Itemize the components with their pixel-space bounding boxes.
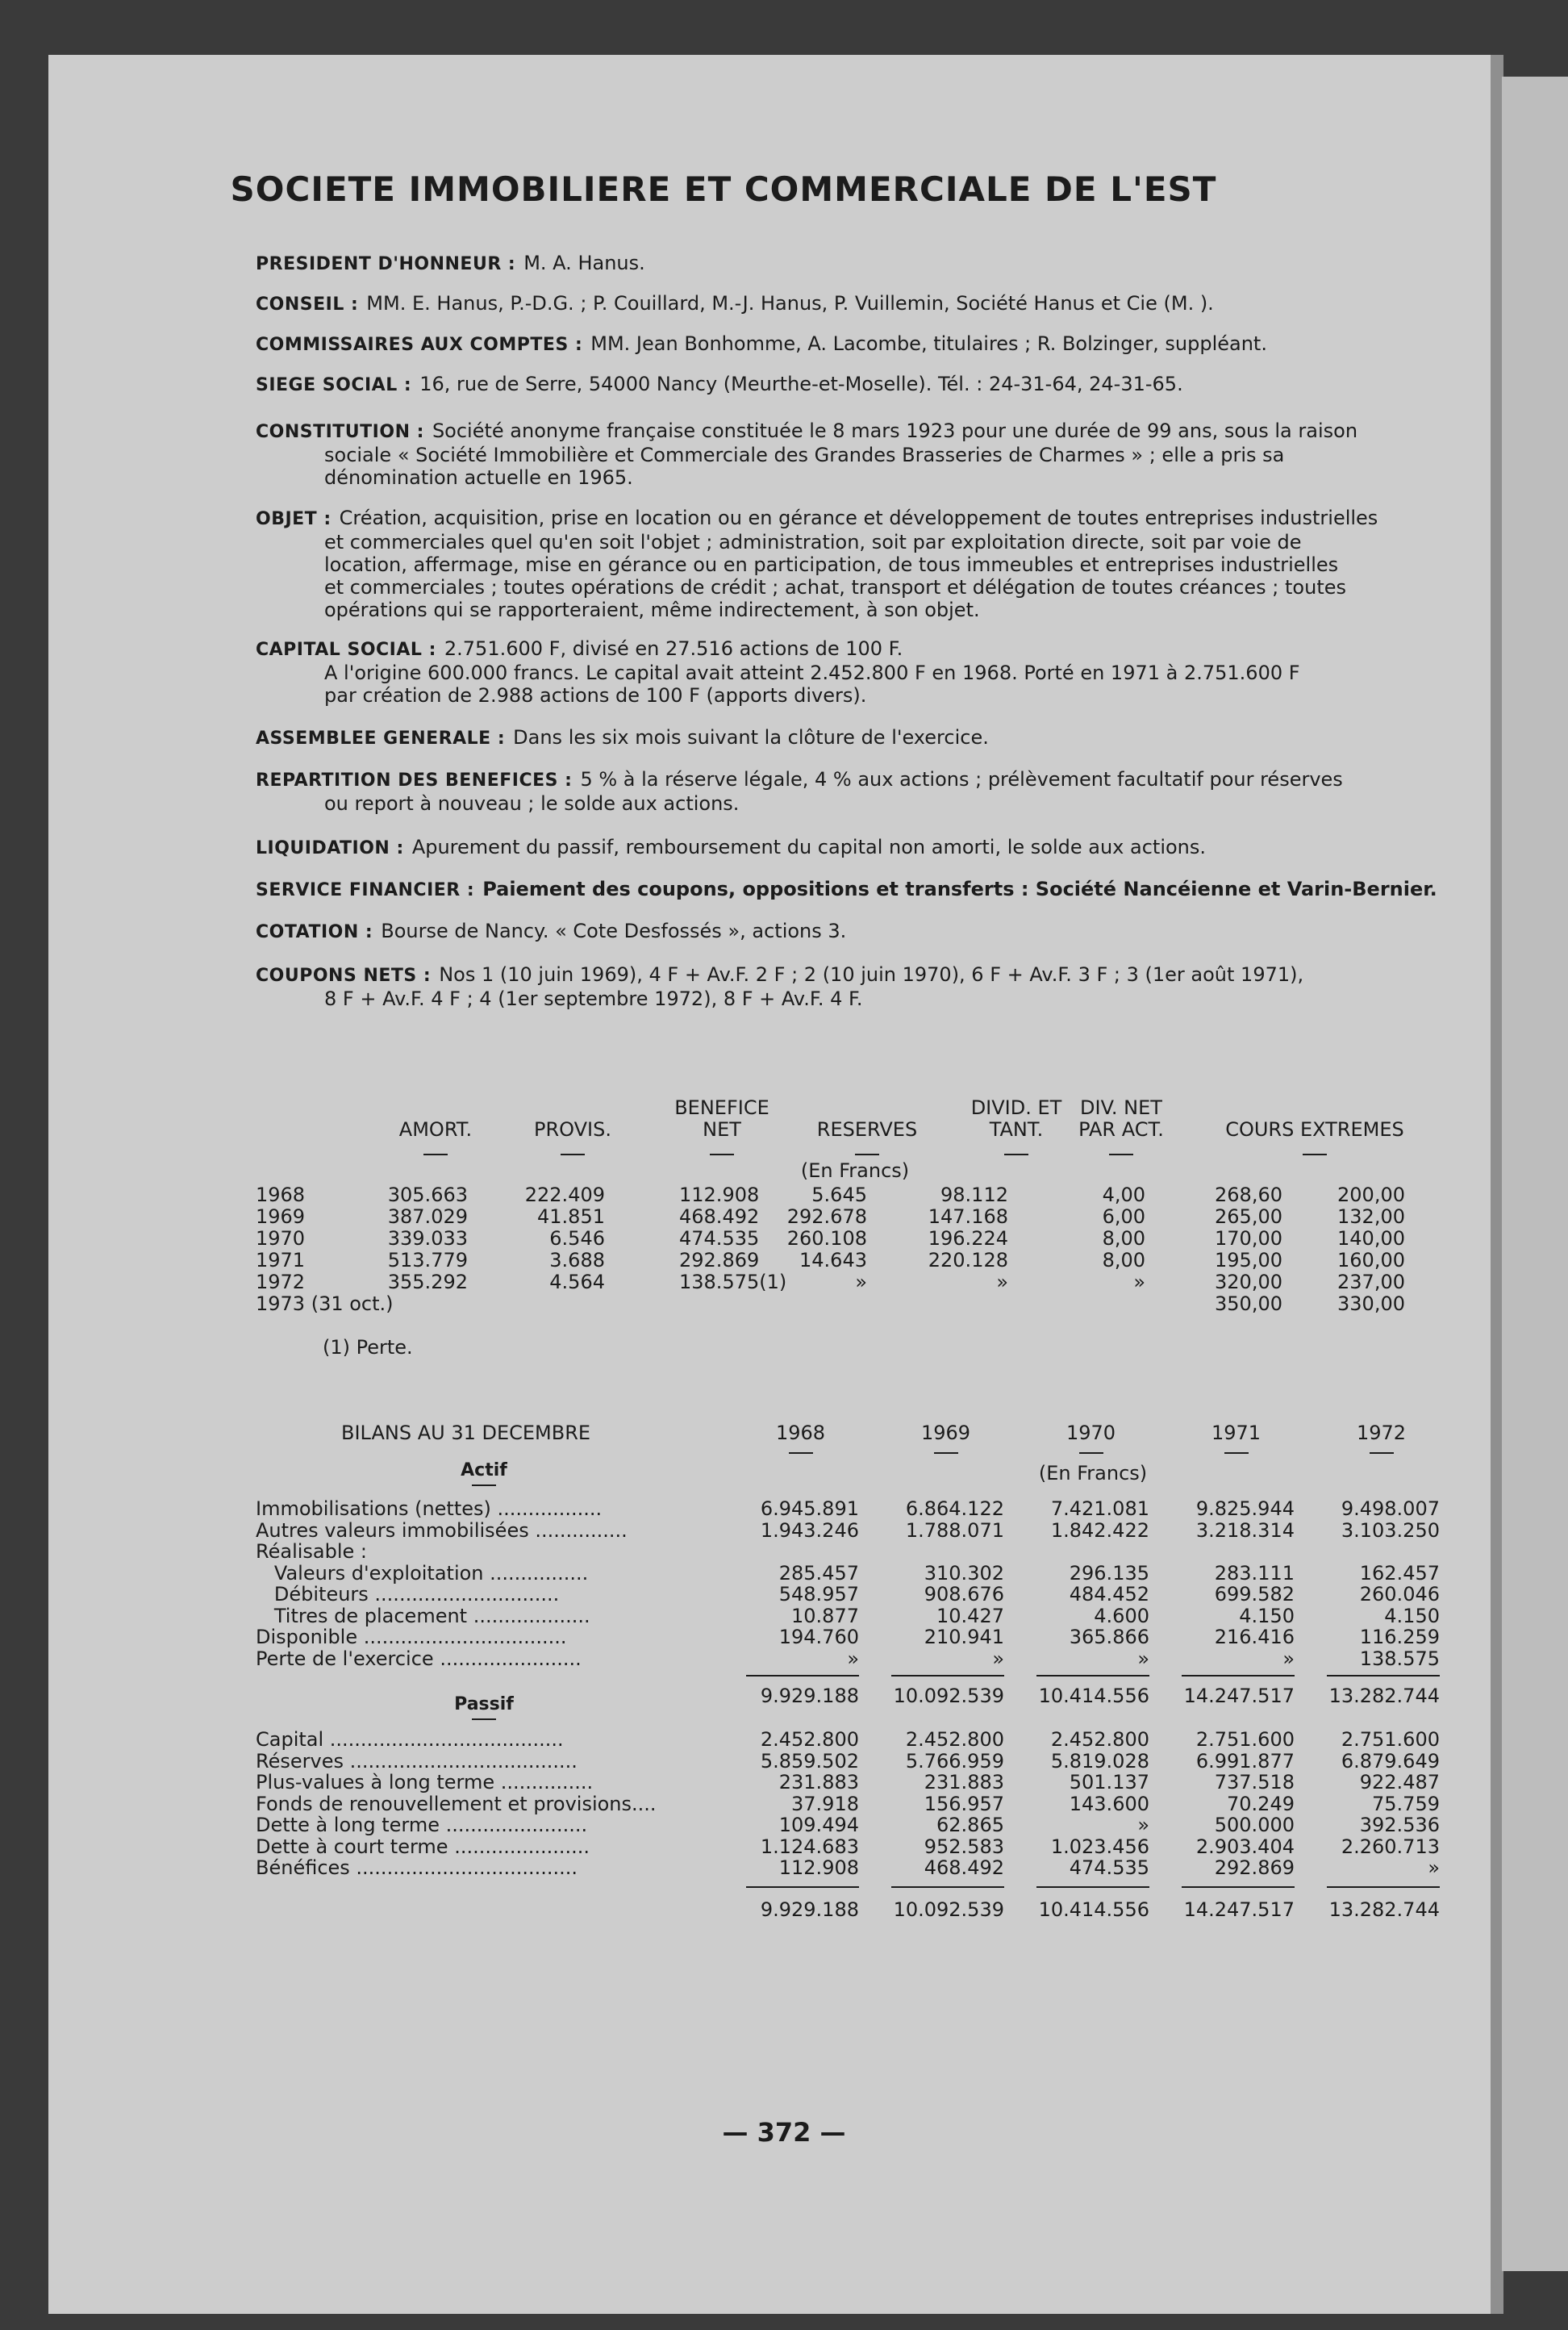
- balance-row-label: Perte de l'exercice .......................: [256, 1647, 582, 1670]
- year-header: 1969: [920, 1422, 971, 1444]
- section-label: SIEGE SOCIAL :: [256, 375, 412, 395]
- section-text: Dans les six mois suivant la clôture de l'exercice.: [513, 726, 989, 749]
- section-label: SERVICE FINANCIER :: [256, 880, 475, 900]
- header-underline: [1004, 1154, 1028, 1155]
- section-label: COTATION :: [256, 922, 373, 942]
- balance-cell: 138.575: [1359, 1647, 1440, 1670]
- balance-cell: 285.457: [778, 1561, 859, 1585]
- balance-cell: 392.536: [1359, 1814, 1440, 1836]
- balance-cell: 210.941: [924, 1626, 1004, 1648]
- balance-cell: 116.259: [1359, 1626, 1440, 1648]
- balance-cell: 1.943.246: [760, 1518, 859, 1542]
- balance-total: 10.092.539: [893, 1898, 1004, 1921]
- balance-cell: 10.427: [936, 1604, 1004, 1627]
- balance-row-label: Titres de placement ...................: [256, 1604, 590, 1627]
- total-rule: [746, 1675, 859, 1677]
- section-text: 5 % à la réserve légale, 4 % aux actions ; prélèvement facultatif pour réserves: [580, 768, 1343, 791]
- balance-cell: 6.864.122: [905, 1497, 1004, 1520]
- balance-cell: 699.582: [1214, 1583, 1295, 1606]
- table-cell-year: 1973 (31 oct.): [256, 1292, 394, 1315]
- table-cell-reserves: 14.643: [799, 1249, 867, 1271]
- balance-cell: 922.487: [1359, 1771, 1440, 1793]
- section-label: REPARTITION DES BENEFICES :: [256, 770, 573, 791]
- balance-cell: 2.260.713: [1341, 1835, 1440, 1858]
- balance-row-label: Débiteurs ..............................: [256, 1583, 560, 1606]
- section-label: CAPITAL SOCIAL :: [256, 640, 436, 660]
- year-header: 1971: [1211, 1422, 1261, 1444]
- table-cell-cours-hi: 170,00: [1215, 1227, 1282, 1250]
- balance-cell: 9.498.007: [1341, 1497, 1440, 1520]
- balance-row-label: Réserves .....................................: [256, 1749, 578, 1773]
- balance-cell: 310.302: [924, 1561, 1004, 1585]
- balance-cell: 231.883: [924, 1771, 1004, 1793]
- section-label: OBJET :: [256, 509, 332, 529]
- balance-cell: 737.518: [1214, 1771, 1295, 1793]
- year-header: 1970: [1065, 1422, 1116, 1444]
- balance-cell: 952.583: [924, 1835, 1004, 1858]
- balance-cell: 143.600: [1069, 1792, 1149, 1815]
- header-underline: [423, 1154, 448, 1155]
- balance-cell: 2.452.800: [1050, 1728, 1149, 1751]
- balance-cell: 62.865: [936, 1814, 1004, 1836]
- info-section: [256, 373, 1449, 397]
- balance-cell: 4.150: [1239, 1604, 1295, 1627]
- balance-cell: »: [1137, 1647, 1149, 1670]
- balance-cell: 216.416: [1214, 1626, 1295, 1648]
- year-underline: [934, 1452, 958, 1454]
- section-text: et commerciales ; toutes opérations de crédit ; achat, transport et délégation de toutes créances ; toutes: [324, 576, 1347, 599]
- table-cell-cours-hi: 265,00: [1215, 1205, 1282, 1228]
- balance-row-label: Disponible .................................: [256, 1626, 567, 1648]
- balance-row-label: Capital ......................................: [256, 1728, 564, 1751]
- section-label: CONSEIL :: [256, 294, 359, 315]
- balance-row-label: Autres valeurs immobilisées ...............: [256, 1518, 628, 1542]
- actif-heading: Actif: [461, 1460, 507, 1480]
- balance-row-label: Plus-values à long terme ...............: [256, 1771, 594, 1793]
- balance-cell: 162.457: [1359, 1561, 1440, 1585]
- total-rule: [1327, 1886, 1440, 1888]
- balance-cell: 194.760: [778, 1626, 859, 1648]
- balance-cell: 3.218.314: [1195, 1518, 1295, 1542]
- balance-cell: 109.494: [778, 1814, 859, 1836]
- year-underline: [789, 1452, 813, 1454]
- balance-cell: 5.859.502: [760, 1749, 859, 1773]
- balance-cell: 6.879.649: [1341, 1749, 1440, 1773]
- info-section: [256, 726, 1449, 750]
- balance-cell: 296.135: [1069, 1561, 1149, 1585]
- table-cell-benefice: 112.908: [679, 1184, 760, 1206]
- table-cell-amort: 305.663: [387, 1184, 468, 1206]
- total-rule: [1036, 1675, 1149, 1677]
- info-section: [256, 252, 1449, 276]
- section-text: Bourse de Nancy. « Cote Desfossés », actions 3.: [381, 920, 847, 942]
- balance-cell: 2.903.404: [1195, 1835, 1295, 1858]
- balance-cell: »: [1282, 1647, 1295, 1670]
- balance-cell: 1.842.422: [1050, 1518, 1149, 1542]
- info-section: [256, 507, 1449, 621]
- balance-total: 10.414.556: [1038, 1898, 1149, 1921]
- section-label: PRESIDENT D'HONNEUR :: [256, 254, 516, 274]
- column-header: RESERVES: [816, 1118, 918, 1141]
- balance-row-label: Dette à court terme ......................: [256, 1835, 590, 1858]
- section-label: COMMISSAIRES AUX COMPTES :: [256, 335, 583, 355]
- section-text: Société anonyme française constituée le 8 mars 1923 pour une durée de 99 ans, sous la raison: [432, 420, 1358, 442]
- section-text: MM. E. Hanus, P.-D.G. ; P. Couillard, M.-J. Hanus, P. Vuillemin, Société Hanus et Cie (M. ).: [366, 292, 1214, 315]
- year-underline: [1079, 1452, 1103, 1454]
- info-section: [256, 878, 1449, 902]
- balance-cell: 908.676: [924, 1583, 1004, 1606]
- section-label: COUPONS NETS :: [256, 966, 432, 986]
- balance-cell: 112.908: [778, 1856, 859, 1879]
- balance-row-label: Dette à long terme .......................: [256, 1814, 588, 1836]
- balance-cell: 2.751.600: [1341, 1728, 1440, 1751]
- balance-cell: 75.759: [1372, 1792, 1440, 1815]
- balance-cell: 4.150: [1384, 1604, 1440, 1627]
- table-cell-divid: »: [996, 1271, 1008, 1293]
- balance-row-label: Réalisable :: [256, 1540, 367, 1563]
- table-cell-cours-hi: 350,00: [1215, 1292, 1282, 1315]
- table-cell-year: 1970: [256, 1227, 306, 1250]
- section-label: LIQUIDATION :: [256, 838, 404, 858]
- balance-total: 9.929.188: [760, 1685, 859, 1707]
- section-text: par création de 2.988 actions de 100 F (apports divers).: [324, 684, 867, 707]
- balance-cell: 3.103.250: [1341, 1518, 1440, 1542]
- balance-cell: »: [1428, 1856, 1440, 1879]
- table-cell-amort: 387.029: [387, 1205, 468, 1228]
- table-cell-cours-lo: 330,00: [1337, 1292, 1405, 1315]
- table-cell-div-net: 8,00: [1102, 1249, 1145, 1271]
- balance-cell: »: [1137, 1814, 1149, 1836]
- table-cell-year: 1969: [256, 1205, 306, 1228]
- total-rule: [891, 1886, 1004, 1888]
- balance-cell: 283.111: [1214, 1561, 1295, 1585]
- balance-cell: 1.023.456: [1050, 1835, 1149, 1858]
- balance-total: 13.282.744: [1328, 1898, 1440, 1921]
- balance-cell: 7.421.081: [1050, 1497, 1149, 1520]
- balance-cell: 70.249: [1227, 1792, 1295, 1815]
- info-section: [256, 332, 1449, 357]
- section-text: Paiement des coupons, oppositions et transferts : Société Nancéienne et Varin-Bernier.: [482, 878, 1437, 900]
- table-cell-year: 1968: [256, 1184, 306, 1206]
- info-section: [256, 963, 1449, 1010]
- passif-underline: [472, 1718, 496, 1720]
- table-cell-provis: 6.546: [549, 1227, 605, 1250]
- table-cell-cours-lo: 140,00: [1337, 1227, 1405, 1250]
- table-cell-year: 1972: [256, 1271, 306, 1293]
- section-text: Nos 1 (10 juin 1969), 4 F + Av.F. 2 F ; 2 (10 juin 1970), 6 F + Av.F. 3 F ; 3 (1er août 1971),: [439, 963, 1304, 986]
- table-cell-reserves: 292.678: [786, 1205, 867, 1228]
- info-section: [256, 292, 1449, 316]
- table-cell-amort: 355.292: [387, 1271, 468, 1293]
- header-underline: [710, 1154, 734, 1155]
- balance-total: 13.282.744: [1328, 1685, 1440, 1707]
- table-cell-divid: 98.112: [940, 1184, 1008, 1206]
- table-cell-provis: 4.564: [549, 1271, 605, 1293]
- section-text: location, affermage, mise en gérance ou en participation, de tous immeubles et entreprises industrielles: [324, 553, 1339, 576]
- info-section: [256, 637, 1449, 707]
- balance-cell: 5.766.959: [905, 1749, 1004, 1773]
- table-cell-benefice: 474.535: [679, 1227, 760, 1250]
- section-text: sociale « Société Immobilière et Commerciale des Grandes Brasseries de Charmes » ; elle a pris sa: [324, 444, 1285, 466]
- column-header: COURS EXTREMES: [1225, 1118, 1404, 1141]
- balance-cell: 9.825.944: [1195, 1497, 1295, 1520]
- balance-cell: 474.535: [1069, 1856, 1149, 1879]
- balance-total: 9.929.188: [760, 1898, 859, 1921]
- balance-cell: 365.866: [1069, 1626, 1149, 1648]
- table-cell-reserves: 260.108: [786, 1227, 867, 1250]
- table-cell-div-net: 6,00: [1102, 1205, 1145, 1228]
- balance-cell: »: [992, 1647, 1004, 1670]
- table-cell-provis: 3.688: [549, 1249, 605, 1271]
- balance-row-label: Fonds de renouvellement et provisions....: [256, 1792, 657, 1815]
- balance-cell: »: [847, 1647, 859, 1670]
- table-cell-cours-hi: 195,00: [1215, 1249, 1282, 1271]
- header-underline: [855, 1154, 879, 1155]
- section-text: MM. Jean Bonhomme, A. Lacombe, titulaires ; R. Bolzinger, suppléant.: [590, 332, 1267, 355]
- balance-cell: 5.819.028: [1050, 1749, 1149, 1773]
- year-underline: [1370, 1452, 1394, 1454]
- year-underline: [1224, 1452, 1249, 1454]
- header-underline: [1303, 1154, 1327, 1155]
- balance-cell: 2.751.600: [1195, 1728, 1295, 1751]
- table-cell-amort: 339.033: [387, 1227, 468, 1250]
- balance-cell: 6.991.877: [1195, 1749, 1295, 1773]
- total-rule: [1182, 1675, 1295, 1677]
- section-text: et commerciales quel qu'en soit l'objet ; administration, soit par exploitation directe, soit par voie de: [324, 531, 1302, 553]
- balance-cell: 501.137: [1069, 1771, 1149, 1793]
- table-cell-reserves: 5.645: [811, 1184, 867, 1206]
- table-cell-reserves: »: [855, 1271, 867, 1293]
- total-rule: [1036, 1886, 1149, 1888]
- balance-cell: 231.883: [778, 1771, 859, 1793]
- column-header: DIVID. ET TANT.: [970, 1096, 1062, 1141]
- balance-row-label: Valeurs d'exploitation ................: [256, 1561, 589, 1585]
- balance-cell: 2.452.800: [760, 1728, 859, 1751]
- balance-cell: 6.945.891: [760, 1497, 859, 1520]
- table-cell-amort: 513.779: [387, 1249, 468, 1271]
- actif-underline: [472, 1484, 496, 1486]
- balance-cell: 4.600: [1094, 1604, 1149, 1627]
- table-cell-cours-lo: 237,00: [1337, 1271, 1405, 1293]
- table-cell-div-net: »: [1133, 1271, 1145, 1293]
- balance-cell: 37.918: [791, 1792, 859, 1815]
- info-section: [256, 920, 1449, 944]
- year-header: 1972: [1356, 1422, 1407, 1444]
- info-section: [256, 420, 1449, 489]
- section-text: Apurement du passif, remboursement du capital non amorti, le solde aux actions.: [411, 836, 1207, 858]
- column-header: PROVIS.: [534, 1118, 611, 1141]
- table-cell-provis: 222.409: [524, 1184, 605, 1206]
- table-cell-year: 1971: [256, 1249, 306, 1271]
- header-underline: [1109, 1154, 1133, 1155]
- balance-title: BILANS AU 31 DECEMBRE: [341, 1422, 591, 1444]
- section-text: A l'origine 600.000 francs. Le capital avait atteint 2.452.800 F en 1968. Porté en 1971 à 2.751.600 F: [324, 662, 1300, 684]
- total-rule: [891, 1675, 1004, 1677]
- balance-total: 14.247.517: [1183, 1898, 1295, 1921]
- section-text: 2.751.600 F, divisé en 27.516 actions de 100 F.: [444, 637, 903, 660]
- balance-cell: 500.000: [1214, 1814, 1295, 1836]
- unit-label: (En Francs): [1038, 1462, 1148, 1484]
- balance-cell: 2.452.800: [905, 1728, 1004, 1751]
- table-cell-provis: 41.851: [537, 1205, 605, 1228]
- column-header: BENEFICE NET: [674, 1096, 769, 1141]
- header-underline: [561, 1154, 585, 1155]
- table-cell-cours-hi: 320,00: [1215, 1271, 1282, 1293]
- facing-page-edge: [1502, 77, 1568, 2271]
- column-header: AMORT.: [398, 1118, 473, 1141]
- table-footnote: (1) Perte.: [323, 1336, 413, 1359]
- balance-total: 10.092.539: [893, 1685, 1004, 1707]
- section-text: ou report à nouveau ; le solde aux actions.: [324, 792, 740, 815]
- page-number: — 372 —: [722, 2117, 846, 2148]
- table-cell-benefice: 468.492: [679, 1205, 760, 1228]
- table-cell-cours-hi: 268,60: [1215, 1184, 1282, 1206]
- column-header: DIV. NET PAR ACT.: [1078, 1096, 1164, 1141]
- section-label: CONSTITUTION :: [256, 422, 424, 442]
- balance-cell: 292.869: [1214, 1856, 1295, 1879]
- total-rule: [746, 1886, 859, 1888]
- section-text: 16, rue de Serre, 54000 Nancy (Meurthe-et-Moselle). Tél. : 24-31-64, 24-31-65.: [419, 373, 1183, 395]
- balance-cell: 10.877: [791, 1604, 859, 1627]
- balance-row-label: Bénéfices ....................................: [256, 1856, 578, 1879]
- table-cell-benefice: 292.869: [679, 1249, 760, 1271]
- balance-cell: 1.788.071: [905, 1518, 1004, 1542]
- year-header: 1968: [775, 1422, 826, 1444]
- total-rule: [1327, 1675, 1440, 1677]
- table-cell-benefice: 138.575(1): [679, 1271, 787, 1293]
- table-cell-divid: 220.128: [928, 1249, 1008, 1271]
- info-section: [256, 836, 1449, 860]
- balance-cell: 156.957: [924, 1792, 1004, 1815]
- total-rule: [1182, 1886, 1295, 1888]
- section-text: 8 F + Av.F. 4 F ; 4 (1er septembre 1972), 8 F + Av.F. 4 F.: [324, 988, 863, 1010]
- section-text: dénomination actuelle en 1965.: [324, 466, 633, 489]
- balance-cell: 484.452: [1069, 1583, 1149, 1606]
- balance-cell: 260.046: [1359, 1583, 1440, 1606]
- table-cell-cours-lo: 132,00: [1337, 1205, 1405, 1228]
- passif-heading: Passif: [454, 1694, 514, 1714]
- section-text: Création, acquisition, prise en location ou en gérance et développement de toutes entreprises industrielles: [339, 507, 1378, 529]
- section-label: ASSEMBLEE GENERALE :: [256, 729, 506, 749]
- info-section: [256, 768, 1449, 815]
- balance-total: 14.247.517: [1183, 1685, 1295, 1707]
- balance-cell: 468.492: [924, 1856, 1004, 1879]
- balance-cell: 548.957: [778, 1583, 859, 1606]
- table-cell-divid: 196.224: [928, 1227, 1008, 1250]
- section-text: M. A. Hanus.: [523, 252, 645, 274]
- balance-row-label: Immobilisations (nettes) .................: [256, 1497, 603, 1520]
- unit-label: (En Francs): [800, 1159, 910, 1182]
- table-cell-divid: 147.168: [928, 1205, 1008, 1228]
- section-text: opérations qui se rapporteraient, même indirectement, à son objet.: [324, 599, 980, 621]
- balance-cell: 1.124.683: [760, 1835, 859, 1858]
- document-title: SOCIETE IMMOBILIERE ET COMMERCIALE DE L'EST: [230, 169, 1217, 209]
- balance-total: 10.414.556: [1038, 1685, 1149, 1707]
- table-cell-div-net: 8,00: [1102, 1227, 1145, 1250]
- table-cell-div-net: 4,00: [1102, 1184, 1145, 1206]
- table-cell-cours-lo: 160,00: [1337, 1249, 1405, 1271]
- table-cell-cours-lo: 200,00: [1337, 1184, 1405, 1206]
